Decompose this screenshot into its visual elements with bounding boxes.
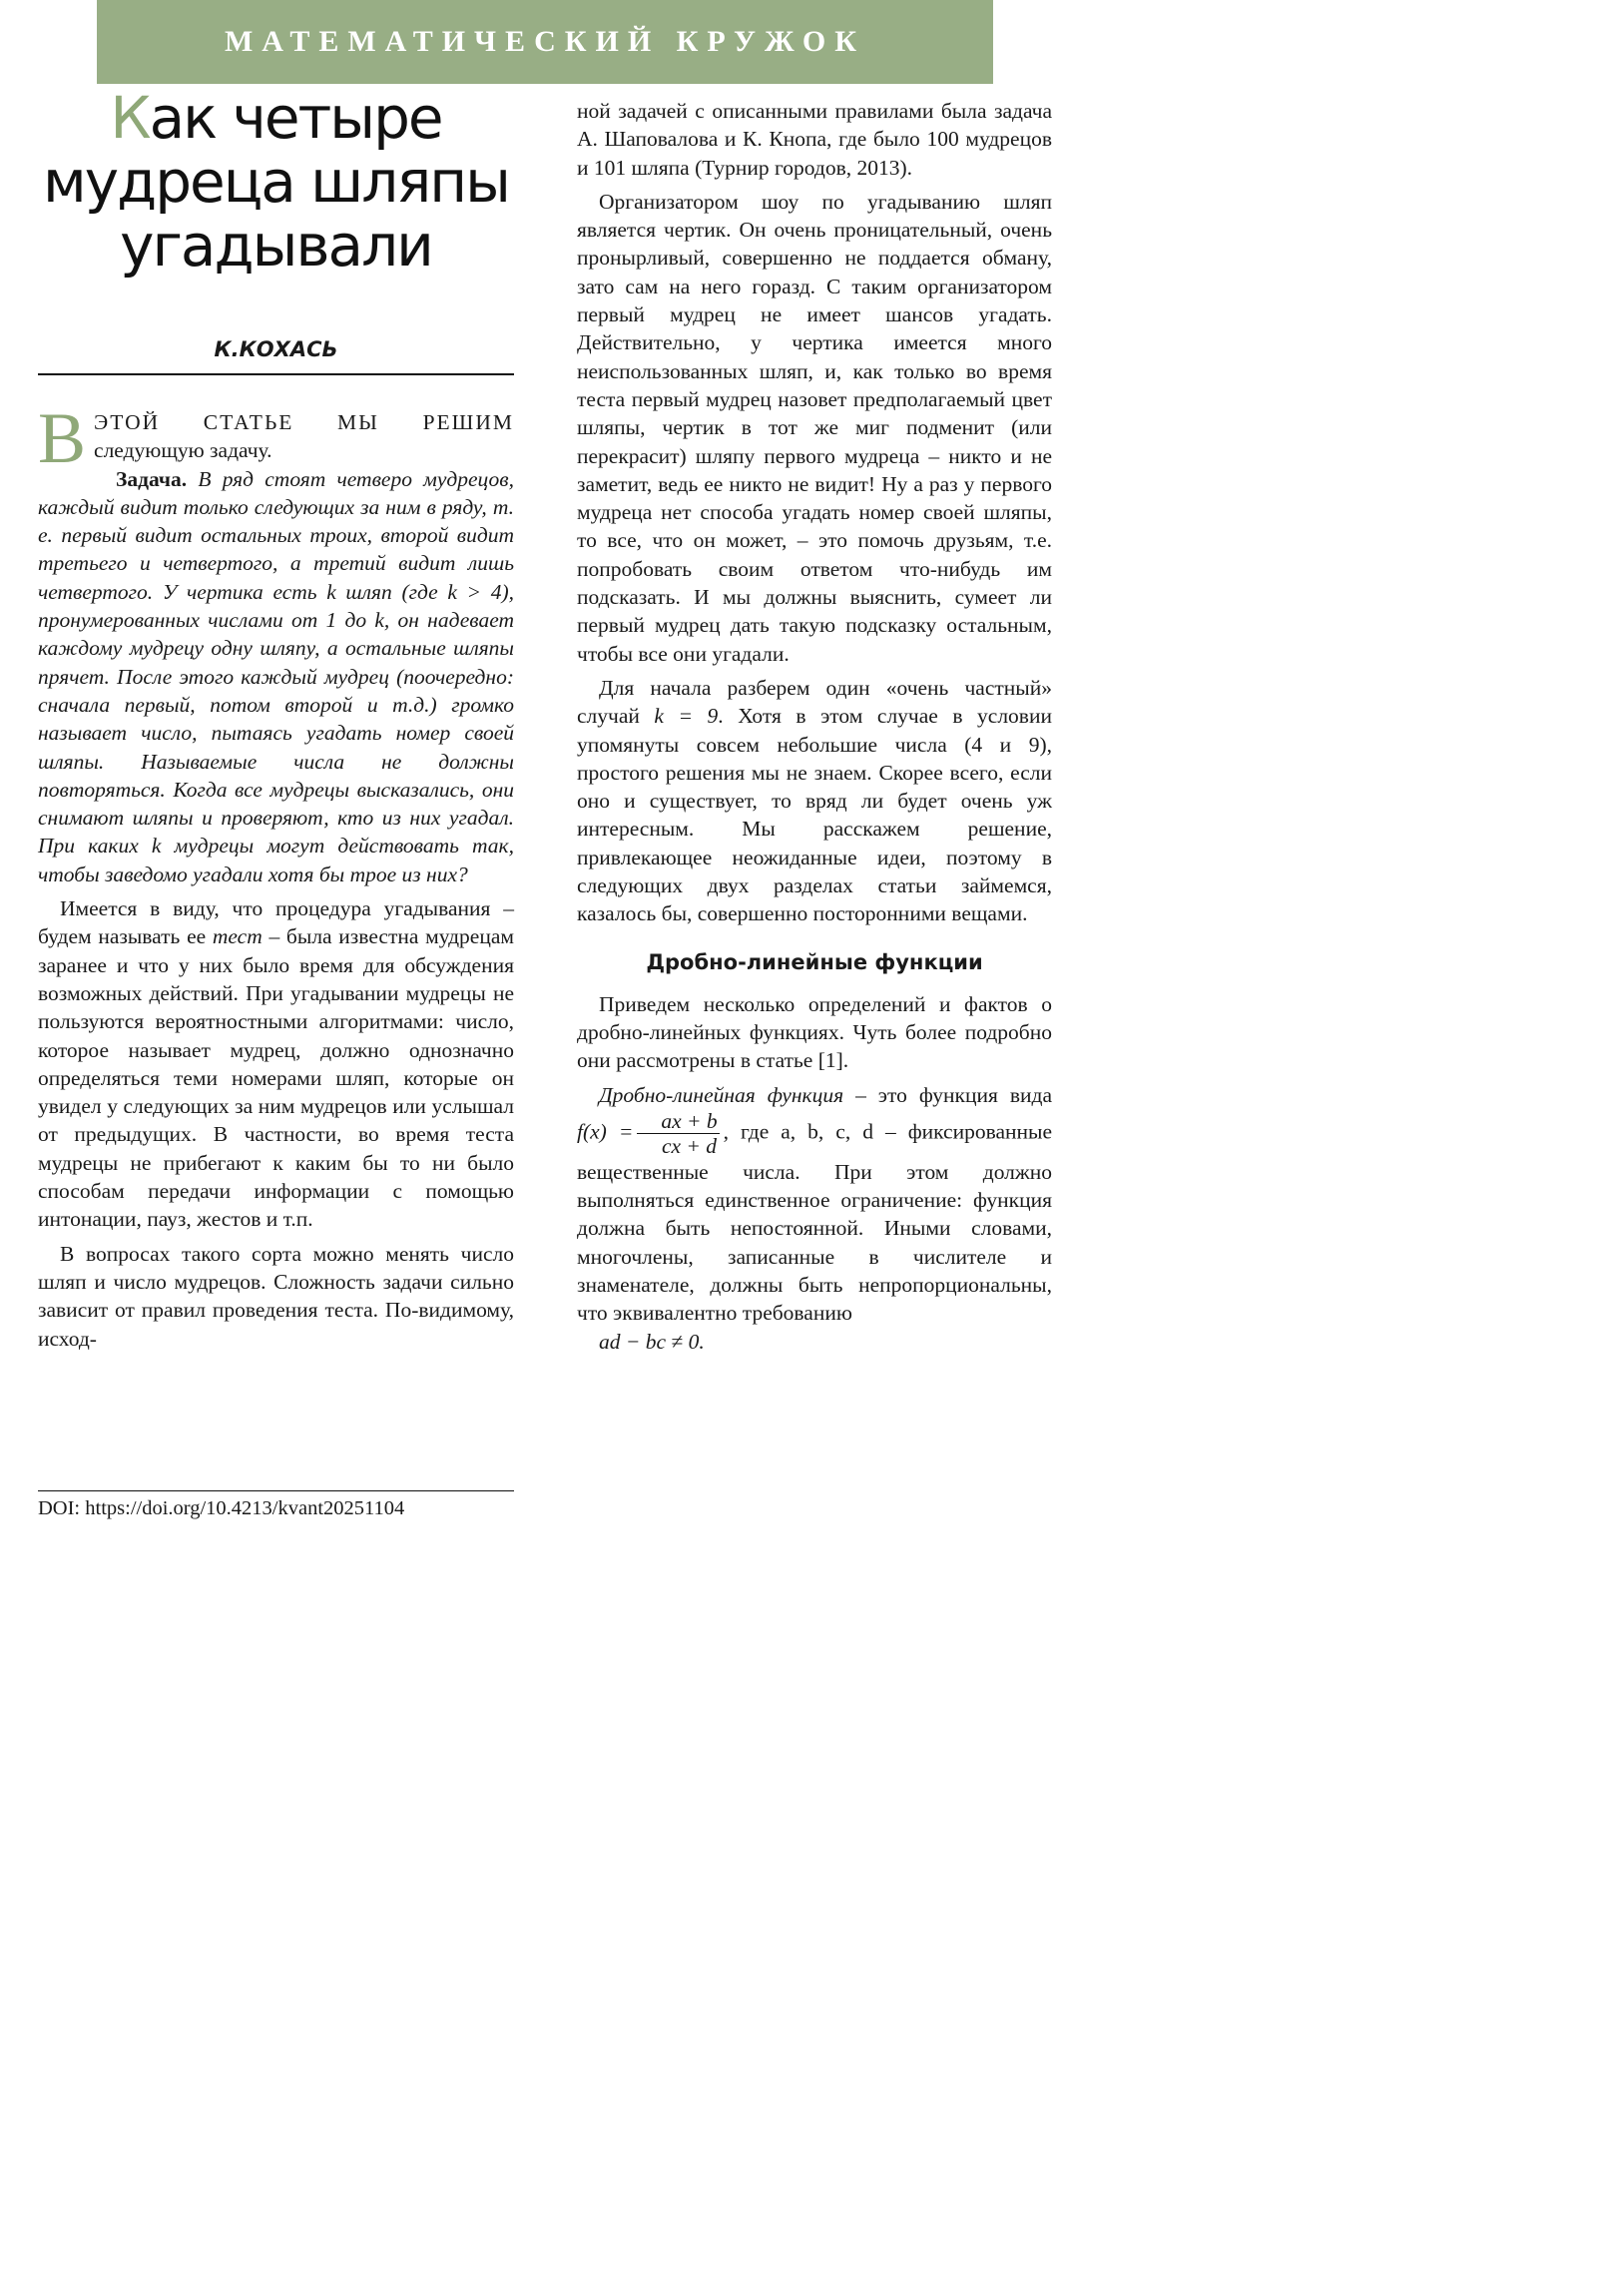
intro-rest: следующую задачу. xyxy=(94,438,272,463)
intro-caps: ЭТОЙ СТАТЬЕ МЫ РЕШИМ xyxy=(94,410,514,434)
article-title xyxy=(38,86,514,278)
right-paragraph-1: ной задачей с описанными правилами была задача А. Шаповалова и К. Кнопа, где было 100 мудрецов и 101 шляпа (Турнир городов, 2013). xyxy=(577,99,1052,180)
definition-paragraph xyxy=(577,1081,1052,1328)
title-line-2: мудреца шляпы xyxy=(43,148,509,216)
left-column xyxy=(38,398,514,1353)
p2-emphasis: тест xyxy=(212,924,263,949)
p2-text-a: Имеется в виду, что процедура угадывания – будем называть ее xyxy=(38,896,514,949)
body-paragraph-2 xyxy=(38,894,514,1234)
fraction-numerator: ax + b xyxy=(637,1109,719,1134)
fraction-denominator: cx + d xyxy=(661,1133,718,1158)
right-paragraph-2: Организатором шоу по угадыванию шляп является чертик. Он очень проницательный, очень пронырливый, совершенно не поддается обману, зато сам на него горазд. С таким организатором первый мудрец не имеет шансов угадать. Действительно, у чертика имеется много неиспользованных шляп, и, как только во время теста первый мудрец назовет предполагаемый цвет шляпы, чертик в тот же миг подменит (или перекрасит) шляпу первого мудреца – никто и не заметит, ведь ее никто не видит! Ну а раз у первого мудреца нет способа угадать номер своей шляпы, то все, что он может, – это помочь друзьям, т.е. попробовать своим ответом что-нибудь им подсказать. И мы должны выяснить, сумеет ли первый мудрец дать такую подсказку остальным, чтобы все они угадали. xyxy=(577,189,1052,666)
title-line-3: угадывали xyxy=(120,212,432,280)
section-heading: Дробно-линейные функции xyxy=(646,949,983,974)
section-title: МАТЕМАТИЧЕСКИЙ КРУЖОК xyxy=(224,25,866,58)
task-label: Задача. xyxy=(116,466,188,491)
section-banner xyxy=(97,0,993,84)
right-paragraph-4: Приведем несколько определений и фактов о дробно-линейных функциях. Чуть более подробно они рассмотрены в статье [1]. xyxy=(577,991,1052,1073)
footnote-divider xyxy=(38,1490,514,1491)
article-author: К.КОХАСЬ xyxy=(214,337,338,361)
right-column xyxy=(577,97,1052,1356)
p3-k-value: k = 9 xyxy=(654,704,719,729)
intro-paragraph xyxy=(38,398,514,478)
definition-text-b: , где a, b, c, d – фиксированные вещественные числа. При этом должно выполняться единственное ограничение: функция должна быть непостоянной. Иными словами, многочлены, записанные в числителе и знаменателе, должны быть непропорциональны, что эквивалентно требованию xyxy=(577,1119,1052,1326)
definition-term: Дробно-линейная функция xyxy=(599,1082,844,1107)
p3-text-a: Для начала разберем один «очень частный» случай xyxy=(577,675,1052,729)
task-paragraph xyxy=(38,465,514,888)
body-paragraph-3: В вопросах такого сорта можно менять число шляп и число мудрецов. Сложность задачи сильно зависит от правил проведения теста. По-видимому, исход- xyxy=(38,1241,514,1351)
formula-fx: f(x) = xyxy=(577,1119,634,1144)
determinant-formula: ad − bc ≠ 0. xyxy=(599,1329,705,1354)
p2-text-b: – была известна мудрецам заранее и что у них было время для обсуждения возможных действий. При угадывании мудрецы не пользуются вероятностными алгоритмами: число, которое называет мудрец, должно однозначно определяться теми номерами шляп, которые он увидел у следующих за ним мудрецов или услышал от предыдущих. В частности, во время теста мудрецы не прибегают к каким бы то ни было способам передачи информации с помощью интонации, пауз, жестов и т.п. xyxy=(38,924,514,1232)
fraction-formula xyxy=(637,1109,719,1158)
right-paragraph-3 xyxy=(577,674,1052,928)
definition-text-a: – это функция вида xyxy=(843,1082,1052,1107)
doi-footnote: DOI: https://doi.org/10.4213/kvant20251104 xyxy=(38,1497,405,1519)
drop-cap: В xyxy=(38,398,87,478)
title-line-1: ак четыре xyxy=(149,84,442,152)
p3-text-b: . Хотя в этом случае в условии упомянуты совсем небольшие числа (4 и 9), простого решения мы не знаем. Скорее всего, если оно и существует, то вряд ли будет очень уж интересным. Мы расскажем решение, привлекающее неожиданные идеи, поэтому в следующих двух разделах статьи займемся, казалось бы, совершенно посторонними вещами. xyxy=(577,704,1052,926)
title-initial-letter: К xyxy=(110,84,150,152)
author-divider xyxy=(38,373,514,375)
task-text: В ряд стоят четверо мудрецов, каждый видит только следующих за ним в ряду, т. е. первый видит остальных троих, второй видит третьего и четвертого, а третий видит лишь четвертого. У чертика есть k шляп (где k > 4), пронумерованных числами от 1 до k, он надевает каждому мудрецу одну шляпу, а остальные шляпы прячет. После этого каждый мудрец (поочередно: сначала первый, потом второй и т.д.) громко называет число, пытаясь угадать номер своей шляпы. Называемые числа не должны повторяться. Когда все мудрецы высказались, они снимают шляпы и проверяют, кто из них угадал. При каких k мудрецы могут действовать так, чтобы заведомо угадали хотя бы трое из них? xyxy=(38,466,514,886)
